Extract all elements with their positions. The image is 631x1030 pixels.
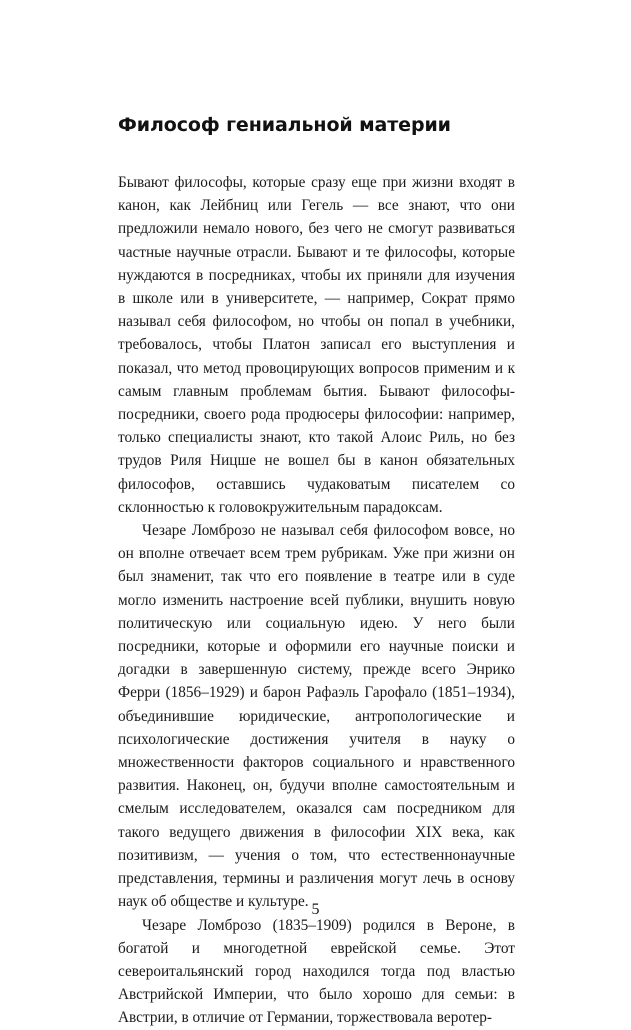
paragraph-2: Чезаре Ломброзо не называл себя философом вовсе, но он вполне отвечает всем трем рубрикам. Уже при жизни он был знаменит, так что его появление в театре или в суде могло изменить настроение всей публики, внушить новую политическую или социальную идею. У него были посредники, которые и оформили его научные поиски и догадки в завершенную систему, прежде всего Энрико Ферри (1856–1929) и барон Рафаэль Гарофало (1851–1934), объединившие юридические, антропологические и психологические достижения учителя в науку о множественности факторов социального и нравственного развития. Наконец, он, будучи вполне самостоятельным и смелым исследователем, оказался сам посредником для такого ведущего движения в философии XIX века, как позитивизм, — учения о том, что естественнонаучные представления, термины и различения могут лечь в основу наук об обществе и культуре. (118, 522, 515, 911)
page-number: 5 (311, 901, 320, 918)
paragraph-3: Чезаре Ломброзо (1835–1909) родился в Вероне, в богатой и многодетной еврейской семье. Этот североитальянский город находился тогда под властью Австрийской Империи, что было хорошо для семьи: в Австрии, в отличие от Германии, торжествовала веротер- (118, 916, 515, 1027)
paragraph-1: Бывают философы, которые сразу еще при жизни входят в канон, как Лейбниц или Гегель — все знают, что они предложили немало нового, без чего не смогут развиваться частные научные отрасли. Бывают и те философы, которые нуждаются в посредниках, чтобы их приняли для изучения в школе или в университете, — например, Сократ прямо называл себя философом, но чтобы он попал в учебники, требовалось, чтобы Платон записал его выступления и показал, что метод провоцирующих вопросов применим и к самым главным проблемам бытия. Бывают философы-посредники, своего рода продюсеры философии: например, только специалисты знают, кто такой Алоис Риль, но без трудов Риля Ницше не вошел бы в канон обязательных философов, оставшись чудаковатым писателем со склонностью к головокружительным парадоксам. (118, 174, 515, 516)
chapter-title: Философ гениальной материи (118, 114, 451, 136)
